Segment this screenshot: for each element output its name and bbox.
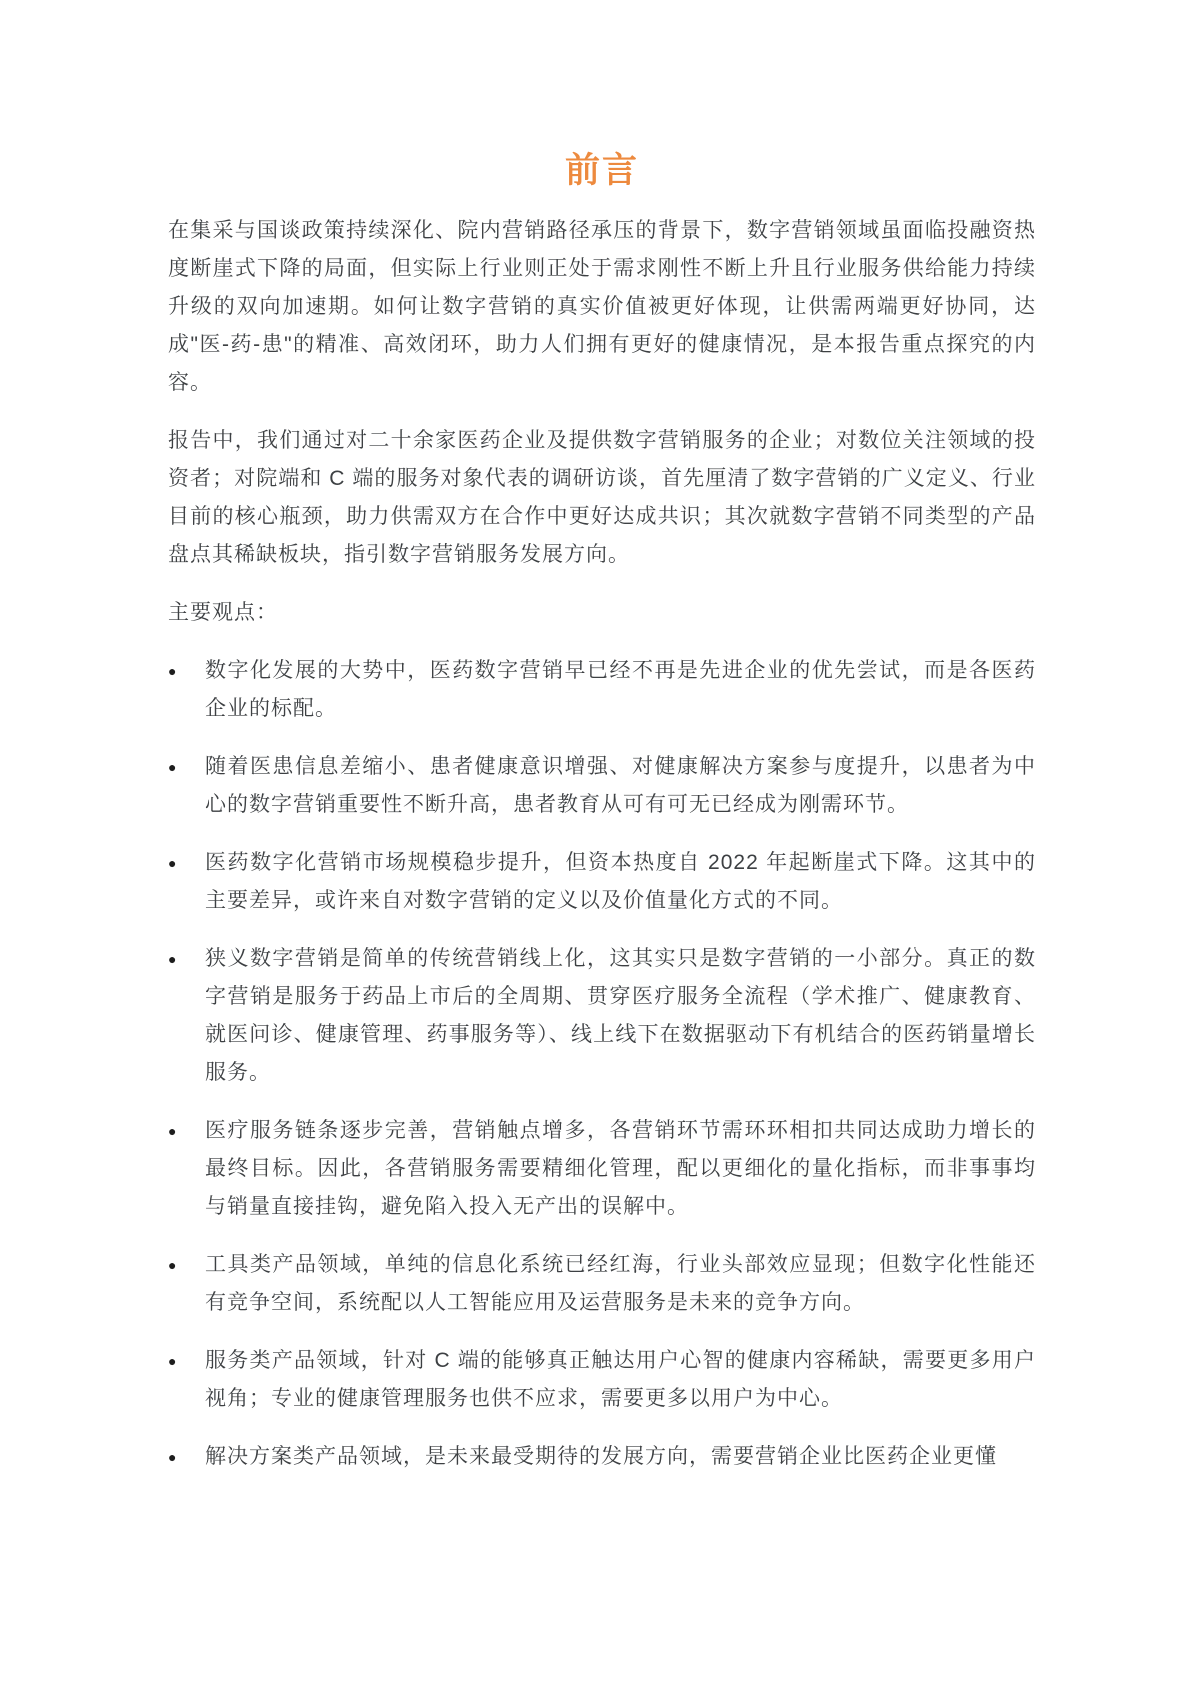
bullet-icon: ●	[168, 1449, 177, 1465]
list-item	[168, 652, 1036, 728]
list-item	[168, 940, 1036, 1092]
bullet-text: 解决方案类产品领域，是未来最受期待的发展方向，需要营销企业比医药企业更懂	[205, 1445, 997, 1468]
list-item	[168, 1112, 1036, 1226]
key-points-label: 主要观点：	[168, 601, 278, 624]
bullet-icon: ●	[168, 951, 177, 967]
key-points-list	[168, 652, 1036, 1476]
intro-paragraph-2: 报告中，我们通过对二十余家医药企业及提供数字营销服务的企业；对数位关注领域的投资者；对院端和 C 端的服务对象代表的调研访谈，首先厘清了数字营销的广义定义、行业目前的核心瓶颈，助力供需双方在合作中更好达成共识；其次就数字营销不同类型的产品盘点其稀缺板块，指引数字营销服务发展方向。	[168, 429, 1036, 566]
bullet-text: 医疗服务链条逐步完善，营销触点增多，各营销环节需环环相扣共同达成助力增长的最终目标。因此，各营销服务需要精细化管理，配以更细化的量化指标，而非事事均与销量直接挂钩，避免陷入投入无产出的误解中。	[205, 1119, 1036, 1218]
bullet-icon: ●	[168, 855, 177, 871]
bullet-text: 数字化发展的大势中，医药数字营销早已经不再是先进企业的优先尝试，而是各医药企业的标配。	[205, 659, 1036, 720]
bullet-icon: ●	[168, 1257, 177, 1273]
bullet-icon: ●	[168, 1123, 177, 1139]
bullet-icon: ●	[168, 759, 177, 775]
bullet-icon: ●	[168, 663, 177, 679]
list-item	[168, 844, 1036, 920]
bullet-icon: ●	[168, 1353, 177, 1369]
list-item	[168, 1342, 1036, 1418]
bullet-text: 狭义数字营销是简单的传统营销线上化，这其实只是数字营销的一小部分。真正的数字营销是服务于药品上市后的全周期、贯穿医疗服务全流程（学术推广、健康教育、就医问诊、健康管理、药事服务等）、线上线下在数据驱动下有机结合的医药销量增长服务。	[205, 947, 1036, 1084]
bullet-text: 工具类产品领域，单纯的信息化系统已经红海，行业头部效应显现；但数字化性能还有竞争空间，系统配以人工智能应用及运营服务是未来的竞争方向。	[205, 1253, 1036, 1314]
page-content	[168, 0, 1036, 1496]
bullet-text: 随着医患信息差缩小、患者健康意识增强、对健康解决方案参与度提升，以患者为中心的数字营销重要性不断升高，患者教育从可有可无已经成为刚需环节。	[205, 755, 1036, 816]
intro-paragraph-1: 在集采与国谈政策持续深化、院内营销路径承压的背景下，数字营销领域虽面临投融资热度断崖式下降的局面，但实际上行业则正处于需求刚性不断上升且行业服务供给能力持续升级的双向加速期。如何让数字营销的真实价值被更好体现，让供需两端更好协同，达成"医-药-患"的精准、高效闭环，助力人们拥有更好的健康情况，是本报告重点探究的内容。	[168, 219, 1036, 394]
list-item	[168, 748, 1036, 824]
list-item	[168, 1246, 1036, 1322]
list-item	[168, 1438, 1036, 1476]
bullet-text: 服务类产品领域，针对 C 端的能够真正触达用户心智的健康内容稀缺，需要更多用户视角；专业的健康管理服务也供不应求，需要更多以用户为中心。	[205, 1349, 1036, 1410]
page-title: 前言	[564, 151, 639, 190]
bullet-text: 医药数字化营销市场规模稳步提升，但资本热度自 2022 年起断崖式下降。这其中的主要差异，或许来自对数字营销的定义以及价值量化方式的不同。	[205, 851, 1036, 912]
